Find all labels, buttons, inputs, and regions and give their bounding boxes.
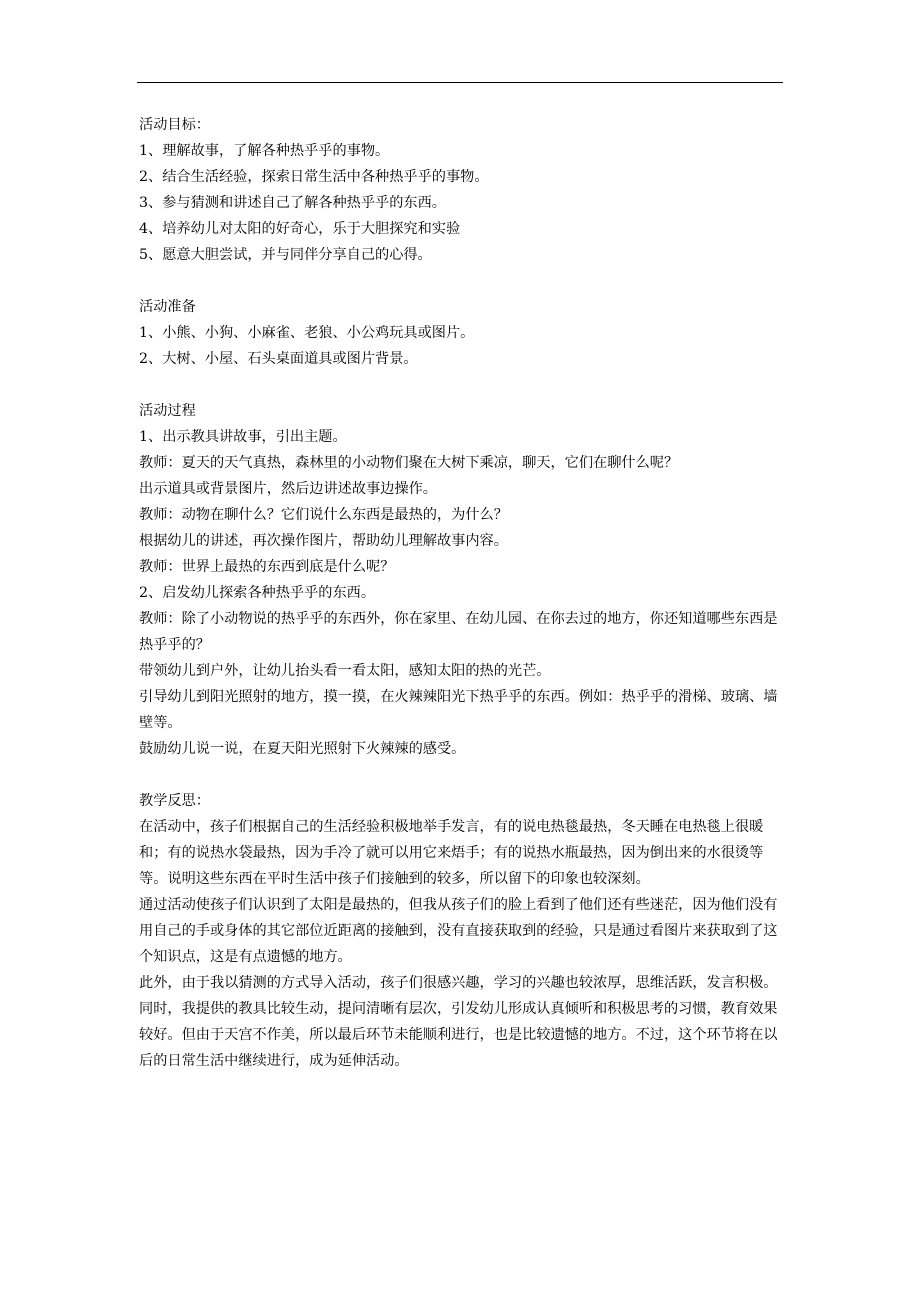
process-line: 教师：世界上最热的东西到底是什么呢？ [139,559,395,575]
prep-heading: 活动准备 [139,299,196,315]
header-rule [137,82,783,83]
section-spacer [139,762,783,788]
process-line: 根据幼儿的讲述，再次操作图片，帮助幼儿理解故事内容。 [139,533,508,549]
goals-heading: 活动目标： [139,117,210,133]
section-spacer [139,372,783,398]
prep-item: 2、大树、小屋、石头桌面道具或图片背景。 [139,351,418,367]
prep-item: 1、小熊、小狗、小麻雀、老狼、小公鸡玩具或图片。 [139,325,475,341]
process-line: 2、启发幼儿探索各种热乎乎的东西。 [139,585,376,601]
reflection-paragraph: 此外，由于我以猜测的方式导入活动，孩子们很感兴趣，学习的兴趣也较浓厚，思维活跃，发言积极。同时，我提供的教具比较生动，提问清晰有层次，引发幼儿形成认真倾听和积极思考的习惯，教育效果较好。但由于天宫不作美，所以最后环节未能顺利进行，也是比较遗憾的地方。不过，这个环节将在以后的日常生活中继续进行，成为延伸活动。 [139,975,778,1069]
goal-item: 1、理解故事，了解各种热乎乎的事物。 [139,143,390,159]
process-line: 引导幼儿到阳光照射的地方，摸一摸，在火辣辣阳光下热乎乎的东西。例如：热乎乎的滑梯、玻璃、墙壁等。 [139,689,778,731]
goal-item: 3、参与猜测和讲述自己了解各种热乎乎的东西。 [139,195,446,211]
section-spacer [139,268,783,294]
reflection-paragraph: 通过活动使孩子们认识到了太阳是最热的，但我从孩子们的脸上看到了他们还有些迷茫，因为他们没有用自己的手或身体的其它部位近距离的接触到，没有直接获取到的经验，只是通过看图片来获取到了这个知识点，这是有点遗憾的地方。 [139,897,778,965]
process-line: 出示道具或背景图片，然后边讲述故事边操作。 [139,481,437,497]
process-line: 鼓励幼儿说一说，在夏天阳光照射下火辣辣的感受。 [139,741,466,757]
reflection-heading: 教学反思： [139,793,210,809]
process-line: 教师：夏天的天气真热，森林里的小动物们聚在大树下乘凉，聊天，它们在聊什么呢？ [139,455,679,471]
process-line: 1、出示教具讲故事，引出主题。 [139,429,347,445]
reflection-paragraph: 在活动中，孩子们根据自己的生活经验积极地举手发言，有的说电热毯最热，冬天睡在电热毯上很暖和；有的说热水袋最热，因为手冷了就可以用它来焐手；有的说热水瓶最热，因为倒出来的水很烫等等。说明这些东西在平时生活中孩子们接触到的较多，所以留下的印象也较深刻。 [139,819,764,887]
process-line: 教师：除了小动物说的热乎乎的东西外，你在家里、在幼儿园、在你去过的地方，你还知道哪些东西是热乎乎的？ [139,611,778,653]
process-line: 带领幼儿到户外，让幼儿抬头看一看太阳，感知太阳的热的光芒。 [139,663,551,679]
goal-item: 4、培养幼儿对太阳的好奇心，乐于大胆探究和实验 [139,221,461,237]
goal-item: 2、结合生活经验，探索日常生活中各种热乎乎的事物。 [139,169,489,185]
goal-item: 5、愿意大胆尝试，并与同伴分享自己的心得。 [139,247,432,263]
process-heading: 活动过程 [139,403,196,419]
process-line: 教师：动物在聊什么？它们说什么东西是最热的，为什么？ [139,507,508,523]
document-body [139,112,783,1074]
